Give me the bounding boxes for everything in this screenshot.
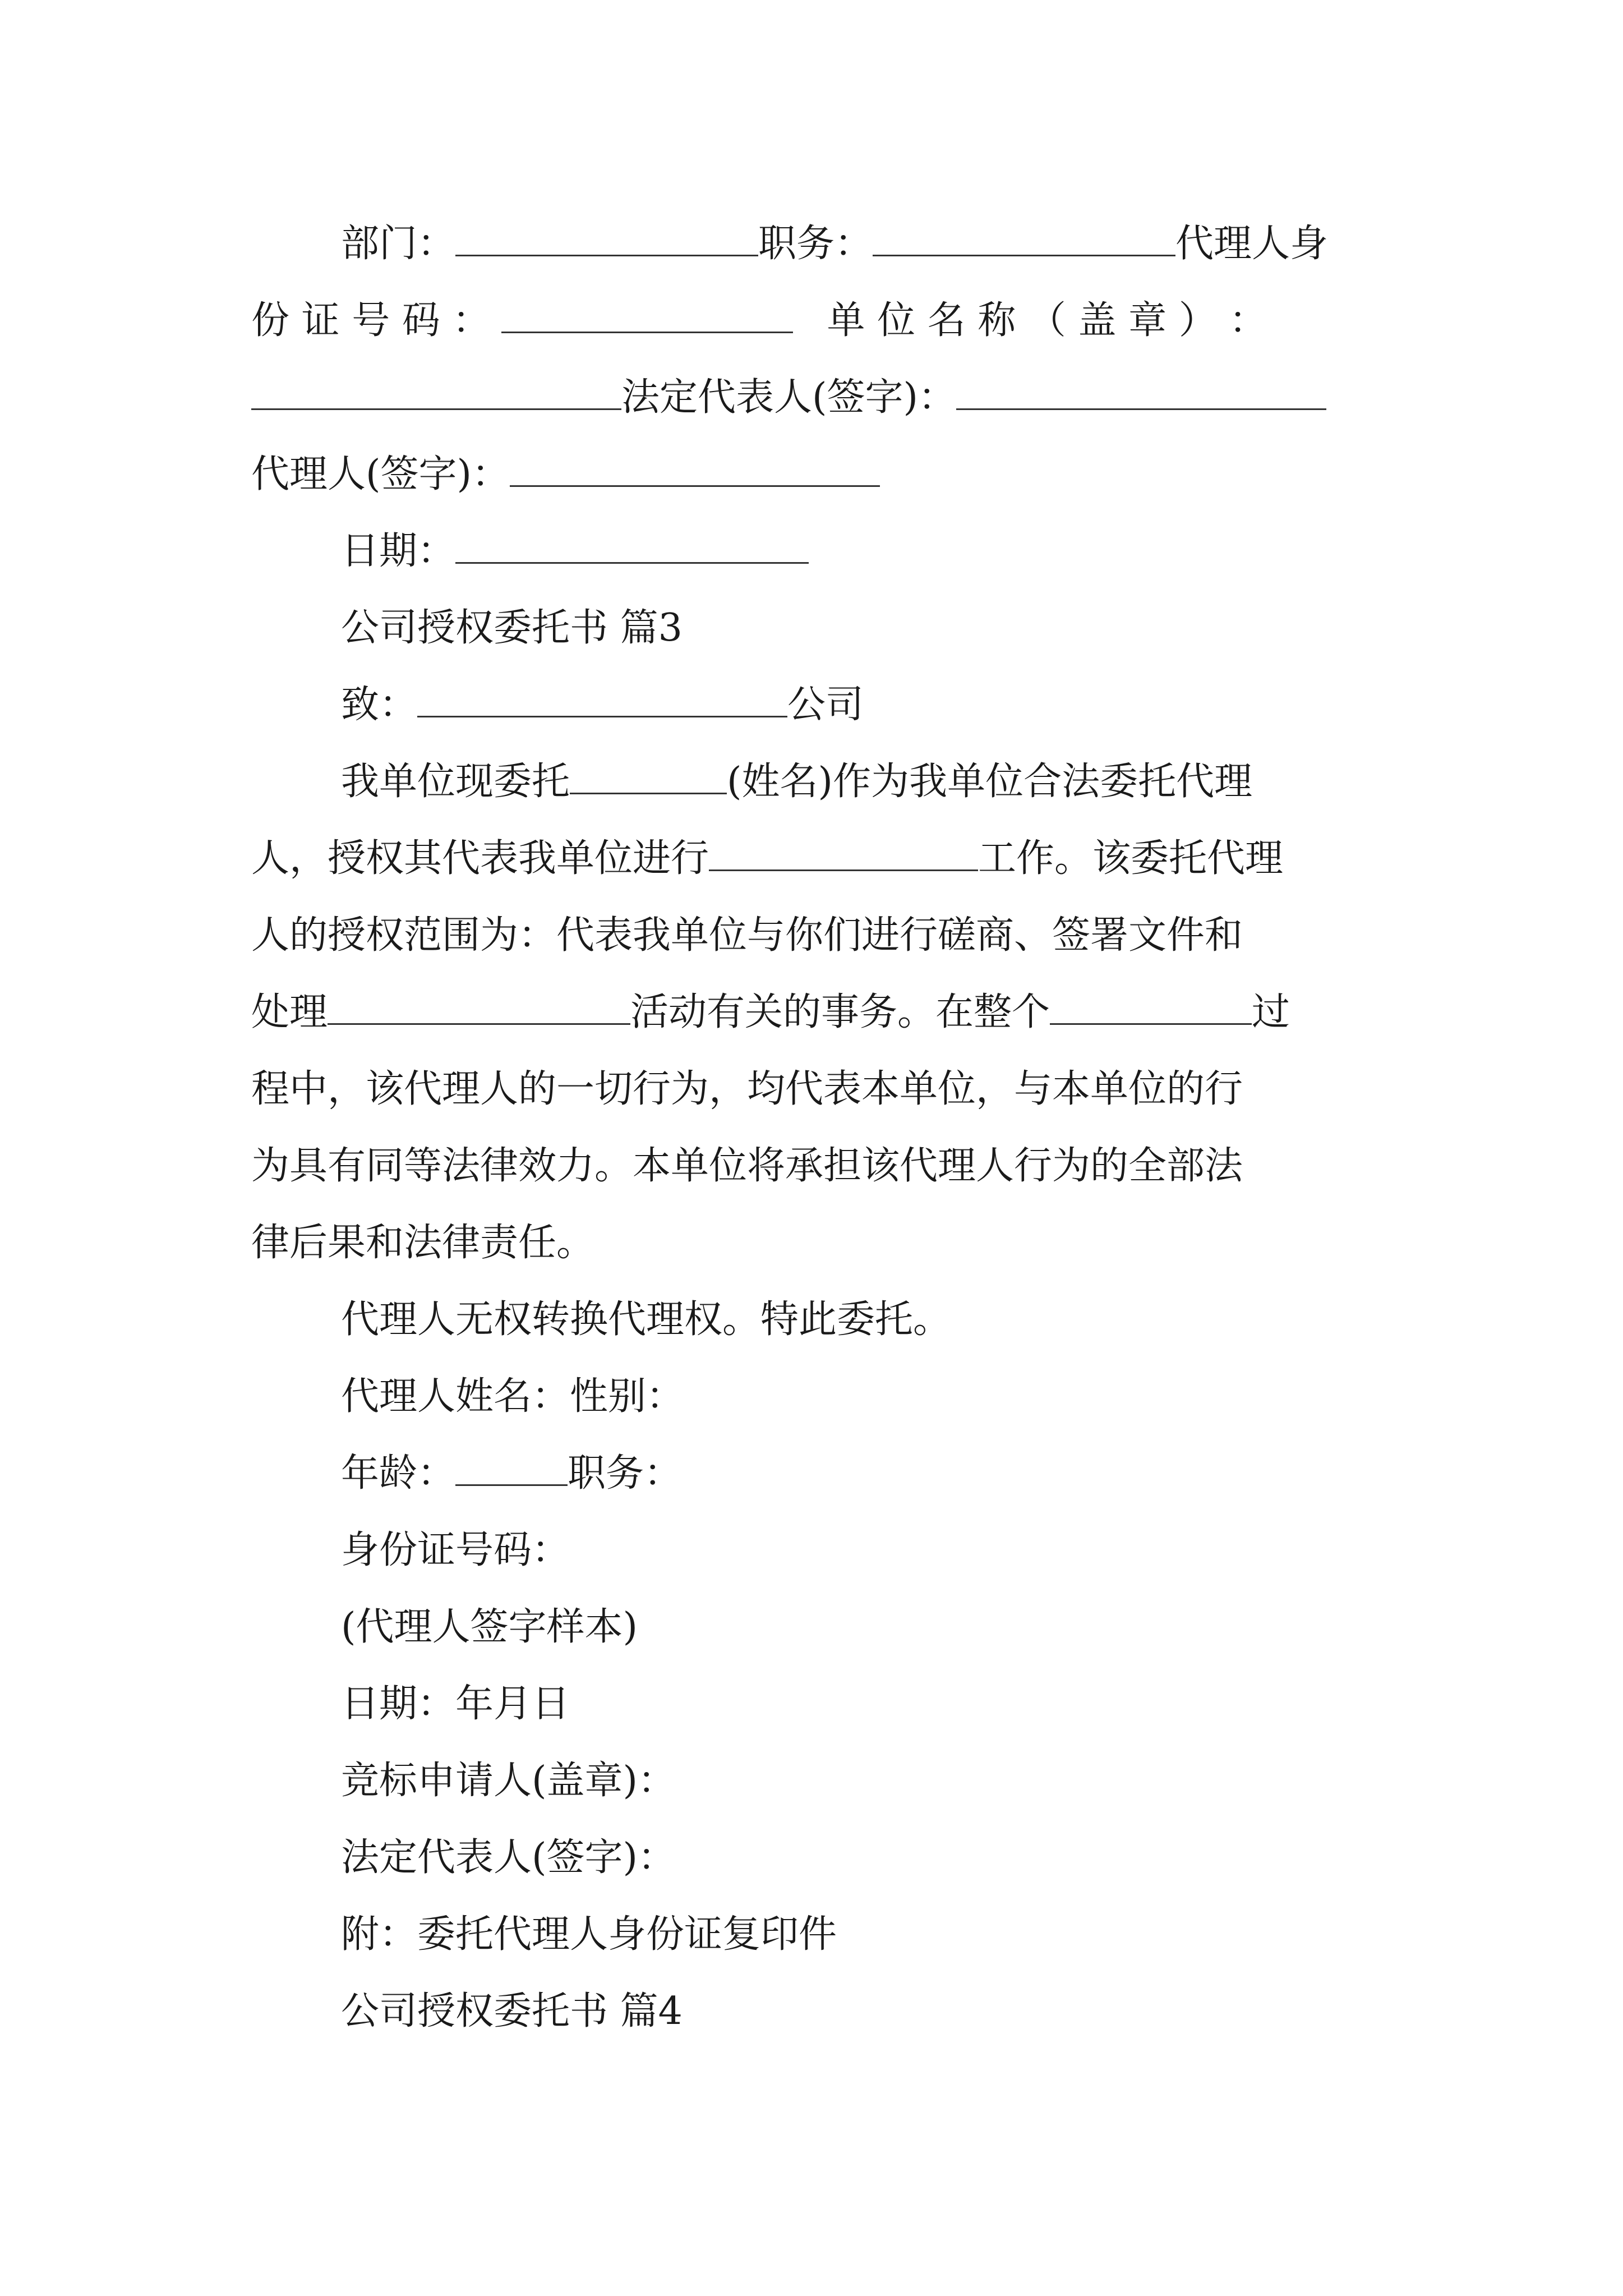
- body-text: 过: [1252, 990, 1290, 1034]
- section-heading-4-text: 公司授权委托书 篇4: [341, 1989, 683, 2033]
- body-text: 人，授权其代表我单位进行: [251, 836, 709, 881]
- agent-name-gender-label: 代理人姓名：性别：: [341, 1374, 685, 1419]
- department-label: 部门：: [341, 222, 456, 266]
- date-blank: [455, 531, 809, 564]
- department-line: [341, 219, 1328, 269]
- legal-rep-signature-label-2: 法定代表人(签字)：: [341, 1835, 676, 1880]
- no-transfer-statement: [341, 1295, 951, 1345]
- body-text: (姓名)作为我单位合法委托代理: [727, 760, 1253, 804]
- section-heading-3: [341, 603, 683, 654]
- agent-id-label-start: 代理人身: [1175, 222, 1329, 266]
- section-heading-4: [341, 1986, 683, 2037]
- section-heading-3-text: 公司授权委托书 篇3: [341, 606, 683, 650]
- legal-rep-signature-blank: [956, 377, 1326, 410]
- addressee-label: 致：: [341, 683, 418, 727]
- position-label: 职务：: [568, 1451, 683, 1496]
- position-blank: [873, 223, 1175, 256]
- id-number-blank: [501, 300, 793, 333]
- date-label: 日期：: [341, 529, 456, 573]
- legal-rep-line: [251, 372, 1326, 423]
- legal-rep-signature-label: 法定代表人(签字)：: [621, 375, 957, 420]
- body-text: 代理人无权转换代理权。特此委托。: [341, 1297, 952, 1342]
- body-line-2: [251, 834, 1283, 884]
- body-text: 律后果和法律责任。: [251, 1221, 595, 1265]
- agent-name-gender-line: [341, 1372, 684, 1422]
- body-text: 工作。该委托代理: [978, 836, 1284, 881]
- date-ymd-line: [341, 1679, 570, 1729]
- body-line-1: [341, 757, 1252, 807]
- age-position-line: [341, 1448, 682, 1499]
- id-number-label: 身份证号码：: [341, 1528, 570, 1572]
- addressee-line: [341, 680, 864, 730]
- agent-name-blank: [570, 761, 727, 794]
- agent-signature-label: 代理人(签字)：: [251, 452, 510, 496]
- legal-rep-signature-line-2: [341, 1833, 676, 1883]
- body-line-6: [251, 1141, 1243, 1191]
- agent-id-label-end: 份 证 号 码 ：: [251, 298, 491, 343]
- body-text: 我单位现委托: [341, 760, 570, 804]
- age-blank: [455, 1453, 568, 1486]
- body-text: 活动有关的事务。在整个: [630, 990, 1050, 1034]
- addressee-suffix: 公司: [787, 683, 864, 727]
- body-text: 处理: [251, 990, 328, 1034]
- bidder-seal-line: [341, 1756, 676, 1806]
- agent-signature-blank: [510, 454, 880, 487]
- date-line: [341, 526, 809, 577]
- body-line-4: [251, 987, 1290, 1038]
- agent-signature-line: [251, 449, 880, 500]
- body-text: 程中，该代理人的一切行为，均代表本单位，与本单位的行: [251, 1067, 1243, 1111]
- date-ymd-label: 日期：年月日: [341, 1682, 570, 1726]
- attachment-line: [341, 1910, 837, 1960]
- body-text: 人的授权范围为：代表我单位与你们进行磋商、签署文件和: [251, 913, 1243, 958]
- id-number-label-line: [341, 1525, 570, 1576]
- unit-name-label: 单 位 名 称 （ 盖 章 ） ：: [827, 298, 1267, 343]
- body-line-5: [251, 1064, 1243, 1115]
- id-number-line: [251, 296, 1267, 346]
- signature-sample-line: [341, 1602, 638, 1653]
- body-text: 为具有同等法律效力。本单位将承担该代理人行为的全部法: [251, 1144, 1243, 1188]
- activity-blank: [328, 992, 630, 1025]
- body-line-3: [251, 910, 1243, 961]
- bidder-seal-label: 竞标申请人(盖章)：: [341, 1759, 676, 1803]
- addressee-blank: [417, 684, 787, 717]
- unit-name-blank: [251, 377, 621, 410]
- process-blank: [1050, 992, 1252, 1025]
- age-label: 年龄：: [341, 1451, 456, 1496]
- body-line-7: [251, 1218, 594, 1268]
- signature-sample-label: (代理人签字样本): [341, 1605, 638, 1649]
- attachment-label: 附：委托代理人身份证复印件: [341, 1912, 837, 1957]
- work-blank: [709, 838, 978, 871]
- position-label: 职务：: [758, 222, 873, 266]
- department-blank: [455, 223, 758, 256]
